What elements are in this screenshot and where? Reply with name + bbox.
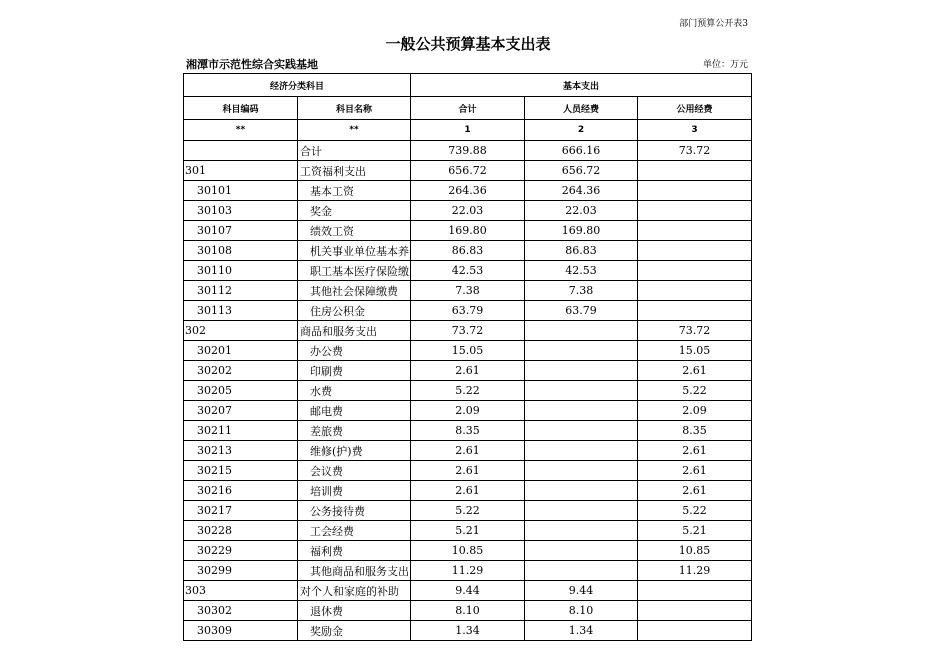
cell-personnel: [525, 461, 638, 481]
cell-personnel: 656.72: [525, 161, 638, 181]
cell-personnel: 264.36: [525, 181, 638, 201]
table-row: [184, 501, 752, 521]
index-public: 3: [638, 120, 752, 141]
cell-personnel: [525, 561, 638, 581]
cell-personnel: 666.16: [525, 141, 638, 161]
cell-public: 5.21: [638, 521, 752, 541]
cell-total: 264.36: [411, 181, 525, 201]
cell-code: 30205: [184, 381, 298, 401]
table-row: [184, 301, 752, 321]
cell-total: 11.29: [411, 561, 525, 581]
cell-personnel: 42.53: [525, 261, 638, 281]
cell-code: 30101: [184, 181, 298, 201]
table-row: [184, 181, 752, 201]
cell-personnel: 7.38: [525, 281, 638, 301]
cell-code: 30202: [184, 361, 298, 381]
table-row: [184, 521, 752, 541]
cell-code: 30299: [184, 561, 298, 581]
cell-code: 302: [184, 321, 298, 341]
cell-name: 机关事业单位基本养: [298, 241, 411, 261]
cell-name: 奖金: [298, 201, 411, 221]
table-row: [184, 481, 752, 501]
table-row: [184, 381, 752, 401]
cell-public: 11.29: [638, 561, 752, 581]
cell-code: 30217: [184, 501, 298, 521]
cell-personnel: [525, 501, 638, 521]
cell-code: [184, 141, 298, 161]
cell-public: [638, 581, 752, 601]
cell-total: 169.80: [411, 221, 525, 241]
table-row: [184, 321, 752, 341]
cell-code: 30207: [184, 401, 298, 421]
cell-total: 8.10: [411, 601, 525, 621]
cell-name: 住房公积金: [298, 301, 411, 321]
cell-personnel: [525, 481, 638, 501]
table-row: [184, 401, 752, 421]
cell-name: 合计: [298, 141, 411, 161]
cell-name: 对个人和家庭的补助: [298, 581, 411, 601]
cell-personnel: 22.03: [525, 201, 638, 221]
cell-public: 73.72: [638, 141, 752, 161]
cell-total: 8.35: [411, 421, 525, 441]
table-row: [184, 241, 752, 261]
cell-total: 5.22: [411, 381, 525, 401]
cell-code: 301: [184, 161, 298, 181]
index-code: **: [184, 120, 298, 141]
cell-public: [638, 261, 752, 281]
organization-name: 湘潭市示范性综合实践基地: [186, 58, 318, 71]
cell-total: 2.61: [411, 461, 525, 481]
cell-total: 63.79: [411, 301, 525, 321]
cell-public: [638, 221, 752, 241]
header-total: 合计: [411, 97, 525, 120]
cell-total: 10.85: [411, 541, 525, 561]
cell-personnel: [525, 361, 638, 381]
cell-name: 职工基本医疗保险缴: [298, 261, 411, 281]
cell-name: 其他商品和服务支出: [298, 561, 411, 581]
cell-personnel: 8.10: [525, 601, 638, 621]
cell-personnel: [525, 521, 638, 541]
cell-name: 退休费: [298, 601, 411, 621]
cell-name: 工资福利支出: [298, 161, 411, 181]
cell-code: 30110: [184, 261, 298, 281]
cell-code: 30213: [184, 441, 298, 461]
cell-public: [638, 161, 752, 181]
table-row: [184, 561, 752, 581]
cell-name: 奖励金: [298, 621, 411, 641]
cell-total: 5.21: [411, 521, 525, 541]
cell-personnel: [525, 401, 638, 421]
cell-public: 5.22: [638, 501, 752, 521]
table-row: [184, 281, 752, 301]
header-code: 科目编码: [184, 97, 298, 120]
table-row: [184, 161, 752, 181]
cell-name: 印刷费: [298, 361, 411, 381]
cell-personnel: 1.34: [525, 621, 638, 641]
unit-label: 单位：万元: [702, 60, 748, 70]
cell-total: 656.72: [411, 161, 525, 181]
cell-public: [638, 181, 752, 201]
cell-total: 1.34: [411, 621, 525, 641]
cell-personnel: 63.79: [525, 301, 638, 321]
cell-code: 30228: [184, 521, 298, 541]
table-row: [184, 601, 752, 621]
form-number: 部门预算公开表3: [679, 19, 748, 29]
table-row: [184, 461, 752, 481]
cell-code: 30309: [184, 621, 298, 641]
cell-personnel: [525, 441, 638, 461]
header-economic-class: 经济分类科目: [184, 74, 411, 97]
cell-code: 30216: [184, 481, 298, 501]
cell-code: 30113: [184, 301, 298, 321]
page-title: 一般公共预算基本支出表: [385, 35, 551, 53]
table-body: [184, 141, 752, 641]
cell-personnel: [525, 381, 638, 401]
table-row: [184, 361, 752, 381]
cell-name: 公务接待费: [298, 501, 411, 521]
cell-name: 绩效工资: [298, 221, 411, 241]
cell-personnel: 9.44: [525, 581, 638, 601]
cell-public: [638, 241, 752, 261]
cell-public: 10.85: [638, 541, 752, 561]
table-row: [184, 141, 752, 161]
cell-public: 2.09: [638, 401, 752, 421]
table-row: [184, 341, 752, 361]
table-row: [184, 621, 752, 641]
cell-personnel: 169.80: [525, 221, 638, 241]
cell-code: 30108: [184, 241, 298, 261]
cell-total: 15.05: [411, 341, 525, 361]
cell-public: 15.05: [638, 341, 752, 361]
cell-public: 2.61: [638, 441, 752, 461]
cell-code: 303: [184, 581, 298, 601]
index-total: 1: [411, 120, 525, 141]
cell-public: 2.61: [638, 481, 752, 501]
budget-table: [183, 73, 752, 641]
cell-total: 7.38: [411, 281, 525, 301]
cell-code: 30103: [184, 201, 298, 221]
cell-total: 86.83: [411, 241, 525, 261]
header-personnel: 人员经费: [525, 97, 638, 120]
cell-code: 30302: [184, 601, 298, 621]
cell-personnel: [525, 541, 638, 561]
cell-public: 2.61: [638, 461, 752, 481]
cell-personnel: [525, 421, 638, 441]
cell-name: 邮电费: [298, 401, 411, 421]
cell-personnel: [525, 321, 638, 341]
cell-total: 2.61: [411, 481, 525, 501]
cell-name: 水费: [298, 381, 411, 401]
table-row: [184, 221, 752, 241]
cell-total: 73.72: [411, 321, 525, 341]
cell-code: 30229: [184, 541, 298, 561]
cell-total: 9.44: [411, 581, 525, 601]
cell-name: 基本工资: [298, 181, 411, 201]
cell-personnel: [525, 341, 638, 361]
cell-total: 739.88: [411, 141, 525, 161]
cell-total: 2.61: [411, 441, 525, 461]
cell-name: 其他社会保障缴费: [298, 281, 411, 301]
cell-public: 8.35: [638, 421, 752, 441]
cell-public: [638, 621, 752, 641]
cell-total: 5.22: [411, 501, 525, 521]
cell-code: 30215: [184, 461, 298, 481]
cell-total: 22.03: [411, 201, 525, 221]
cell-name: 办公费: [298, 341, 411, 361]
cell-public: 5.22: [638, 381, 752, 401]
cell-total: 2.09: [411, 401, 525, 421]
table-row: [184, 261, 752, 281]
cell-total: 2.61: [411, 361, 525, 381]
cell-personnel: 86.83: [525, 241, 638, 261]
cell-name: 维修(护)费: [298, 441, 411, 461]
cell-code: 30211: [184, 421, 298, 441]
cell-public: [638, 301, 752, 321]
cell-public: 73.72: [638, 321, 752, 341]
cell-name: 培训费: [298, 481, 411, 501]
table-row: [184, 421, 752, 441]
cell-name: 商品和服务支出: [298, 321, 411, 341]
table-row: [184, 581, 752, 601]
index-personnel: 2: [525, 120, 638, 141]
cell-public: 2.61: [638, 361, 752, 381]
cell-name: 福利费: [298, 541, 411, 561]
table-row: [184, 201, 752, 221]
table-row: [184, 541, 752, 561]
index-name: **: [298, 120, 411, 141]
cell-name: 差旅费: [298, 421, 411, 441]
cell-code: 30107: [184, 221, 298, 241]
table-row: [184, 441, 752, 461]
header-name: 科目名称: [298, 97, 411, 120]
cell-public: [638, 201, 752, 221]
cell-public: [638, 281, 752, 301]
header-public: 公用经费: [638, 97, 752, 120]
cell-name: 工会经费: [298, 521, 411, 541]
cell-total: 42.53: [411, 261, 525, 281]
cell-code: 30112: [184, 281, 298, 301]
cell-name: 会议费: [298, 461, 411, 481]
header-basic-expenditure: 基本支出: [411, 74, 752, 97]
cell-code: 30201: [184, 341, 298, 361]
cell-public: [638, 601, 752, 621]
